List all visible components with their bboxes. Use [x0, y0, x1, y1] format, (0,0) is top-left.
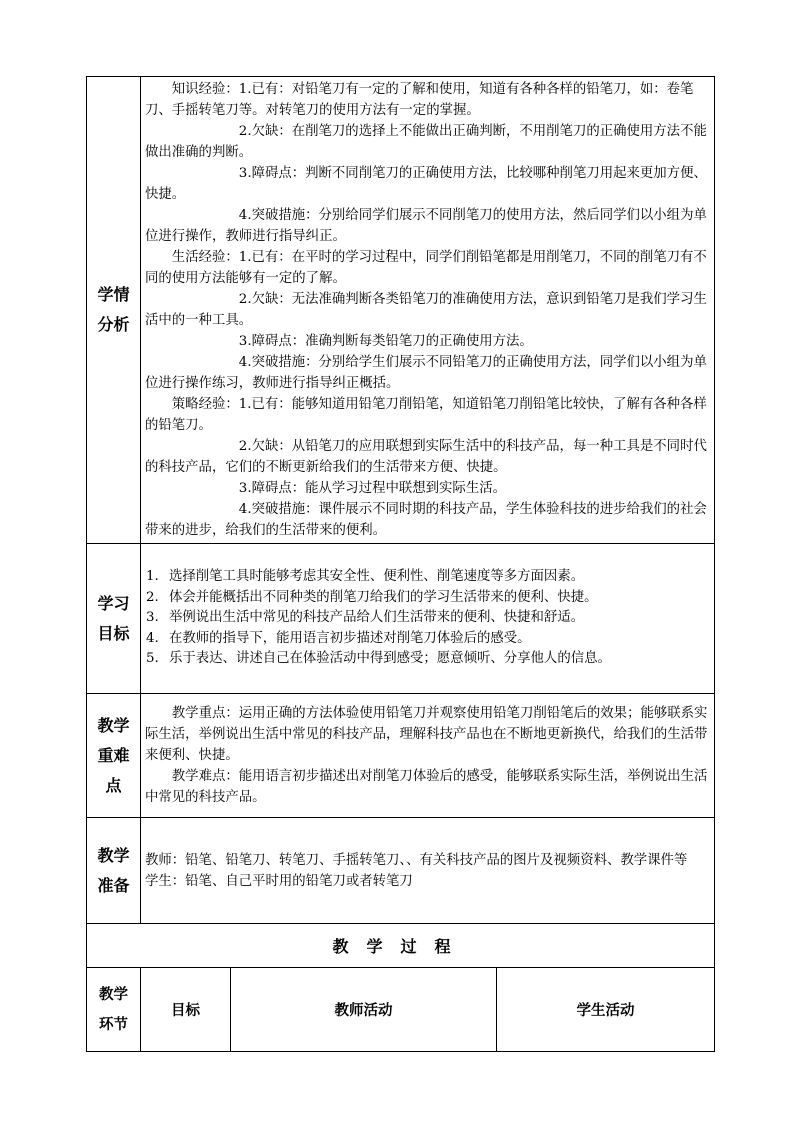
stage-column-header: 教学 环节	[87, 968, 141, 1052]
analysis-row	[87, 77, 715, 544]
student-column-header: 学生活动	[497, 968, 715, 1052]
goal-item: 1. 选择削笔工具时能够考虑其安全性、便利性、削笔速度等多方面因素。	[163, 567, 710, 588]
paragraph: 教学难点：能用语言初步描述出对削笔刀体验后的感受，能够联系实际生活，举例说出生活中常见的科技产品。	[145, 769, 708, 805]
paragraph: 4.突破措施：分别给学生们展示不同铅笔刀的正确使用方法，同学们以小组为单位进行操作练习，教师进行指导纠正概括。	[145, 355, 707, 391]
paragraph: 教学重点：运用正确的方法体验使用铅笔刀并观察使用铅笔刀削铅笔后的效果；能够联系实际生活，举例说出生活中常见的科技产品，理解科技产品也在不断地更新换代，给我们的生活带来便利、快捷。	[145, 706, 708, 763]
goal-item: 3. 举例说出生活中常见的科技产品给人们生活带来的便利、快捷和舒适。	[163, 608, 710, 629]
preparation-content	[141, 818, 715, 924]
paragraph: 4.突破措施：课件展示不同时期的科技产品，学生体验科技的进步给我们的社会带来的进步，给我们的生活带来的便利。	[145, 502, 707, 538]
goals-label: 学习 目标	[87, 544, 141, 694]
goals-content	[141, 544, 715, 694]
preparation-label: 教学 准备	[87, 818, 141, 924]
paragraph: 4.突破措施：分别给同学们展示不同削笔刀的使用方法，然后同学们以小组为单位进行操作，教师进行指导纠正。	[145, 208, 707, 244]
process-title-row	[87, 924, 715, 968]
paragraph: 2.欠缺：在削笔刀的选择上不能做出正确判断，不用削笔刀的正确使用方法不能做出准确的判断。	[145, 124, 707, 160]
paragraph: 策略经验：1.已有：能够知道用铅笔刀削铅笔，知道铅笔刀削铅笔比较快，了解有各种各样的铅笔刀。	[145, 397, 707, 433]
paragraph: 知识经验：1.已有：对铅笔刀有一定的了解和使用，知道有各种各样的铅笔刀，如：卷笔刀、手摇转笔刀等。对转笔刀的使用方法有一定的掌握。	[145, 82, 694, 118]
paragraph: 生活经验：1.已有：在平时的学习过程中，同学们削铅笔都是用削笔刀，不同的削笔刀有不同的使用方法能够有一定的了解。	[145, 250, 707, 286]
process-title: 教学过程	[87, 924, 715, 968]
goals-row	[87, 544, 715, 694]
key-points-content	[141, 694, 715, 818]
goal-item: 2. 体会并能概括出不同种类的削笔刀给我们的学习生活带来的便利、快捷。	[163, 588, 710, 609]
goal-item: 5. 乐于表达、讲述自己在体验活动中得到感受；愿意倾听、分享他人的信息。	[163, 649, 710, 670]
teacher-column-header: 教师活动	[231, 968, 497, 1052]
goal-item: 4. 在教师的指导下，能用语言初步描述对削笔刀体验后的感受。	[163, 629, 710, 650]
paragraph: 3.障碍点：能从学习过程中联想到实际生活。	[238, 481, 506, 496]
paragraph: 教师：铅笔、铅笔刀、转笔刀、手摇转笔刀、、有关科技产品的图片及视频资料、教学课件等	[145, 852, 688, 868]
process-header-row	[87, 968, 715, 1052]
paragraph: 2.欠缺：无法准确判断各类铅笔刀的准确使用方法，意识到铅笔刀是我们学习生活中的一种工具。	[145, 292, 707, 328]
paragraph: 3.障碍点：准确判断每类铅笔刀的正确使用方法。	[238, 334, 533, 349]
lesson-plan-table	[86, 76, 715, 1052]
paragraph: 3.障碍点：判断不同削笔刀的正确使用方法，比较哪种削笔刀用起来更加方便、快捷。	[145, 166, 707, 202]
key-points-label: 教学 重难 点	[87, 694, 141, 818]
paragraph: 学生：铅笔、自己平时用的铅笔刀或者转笔刀	[145, 873, 413, 889]
preparation-row	[87, 818, 715, 924]
paragraph: 2.欠缺：从铅笔刀的应用联想到实际生活中的科技产品，每一种工具是不同时代的科技产品，它们的不断更新给我们的生活带来方便、快捷。	[145, 439, 707, 475]
analysis-content	[141, 77, 715, 544]
goal-column-header: 目标	[141, 968, 231, 1052]
key-points-row	[87, 694, 715, 818]
analysis-label: 学情 分析	[87, 77, 141, 544]
